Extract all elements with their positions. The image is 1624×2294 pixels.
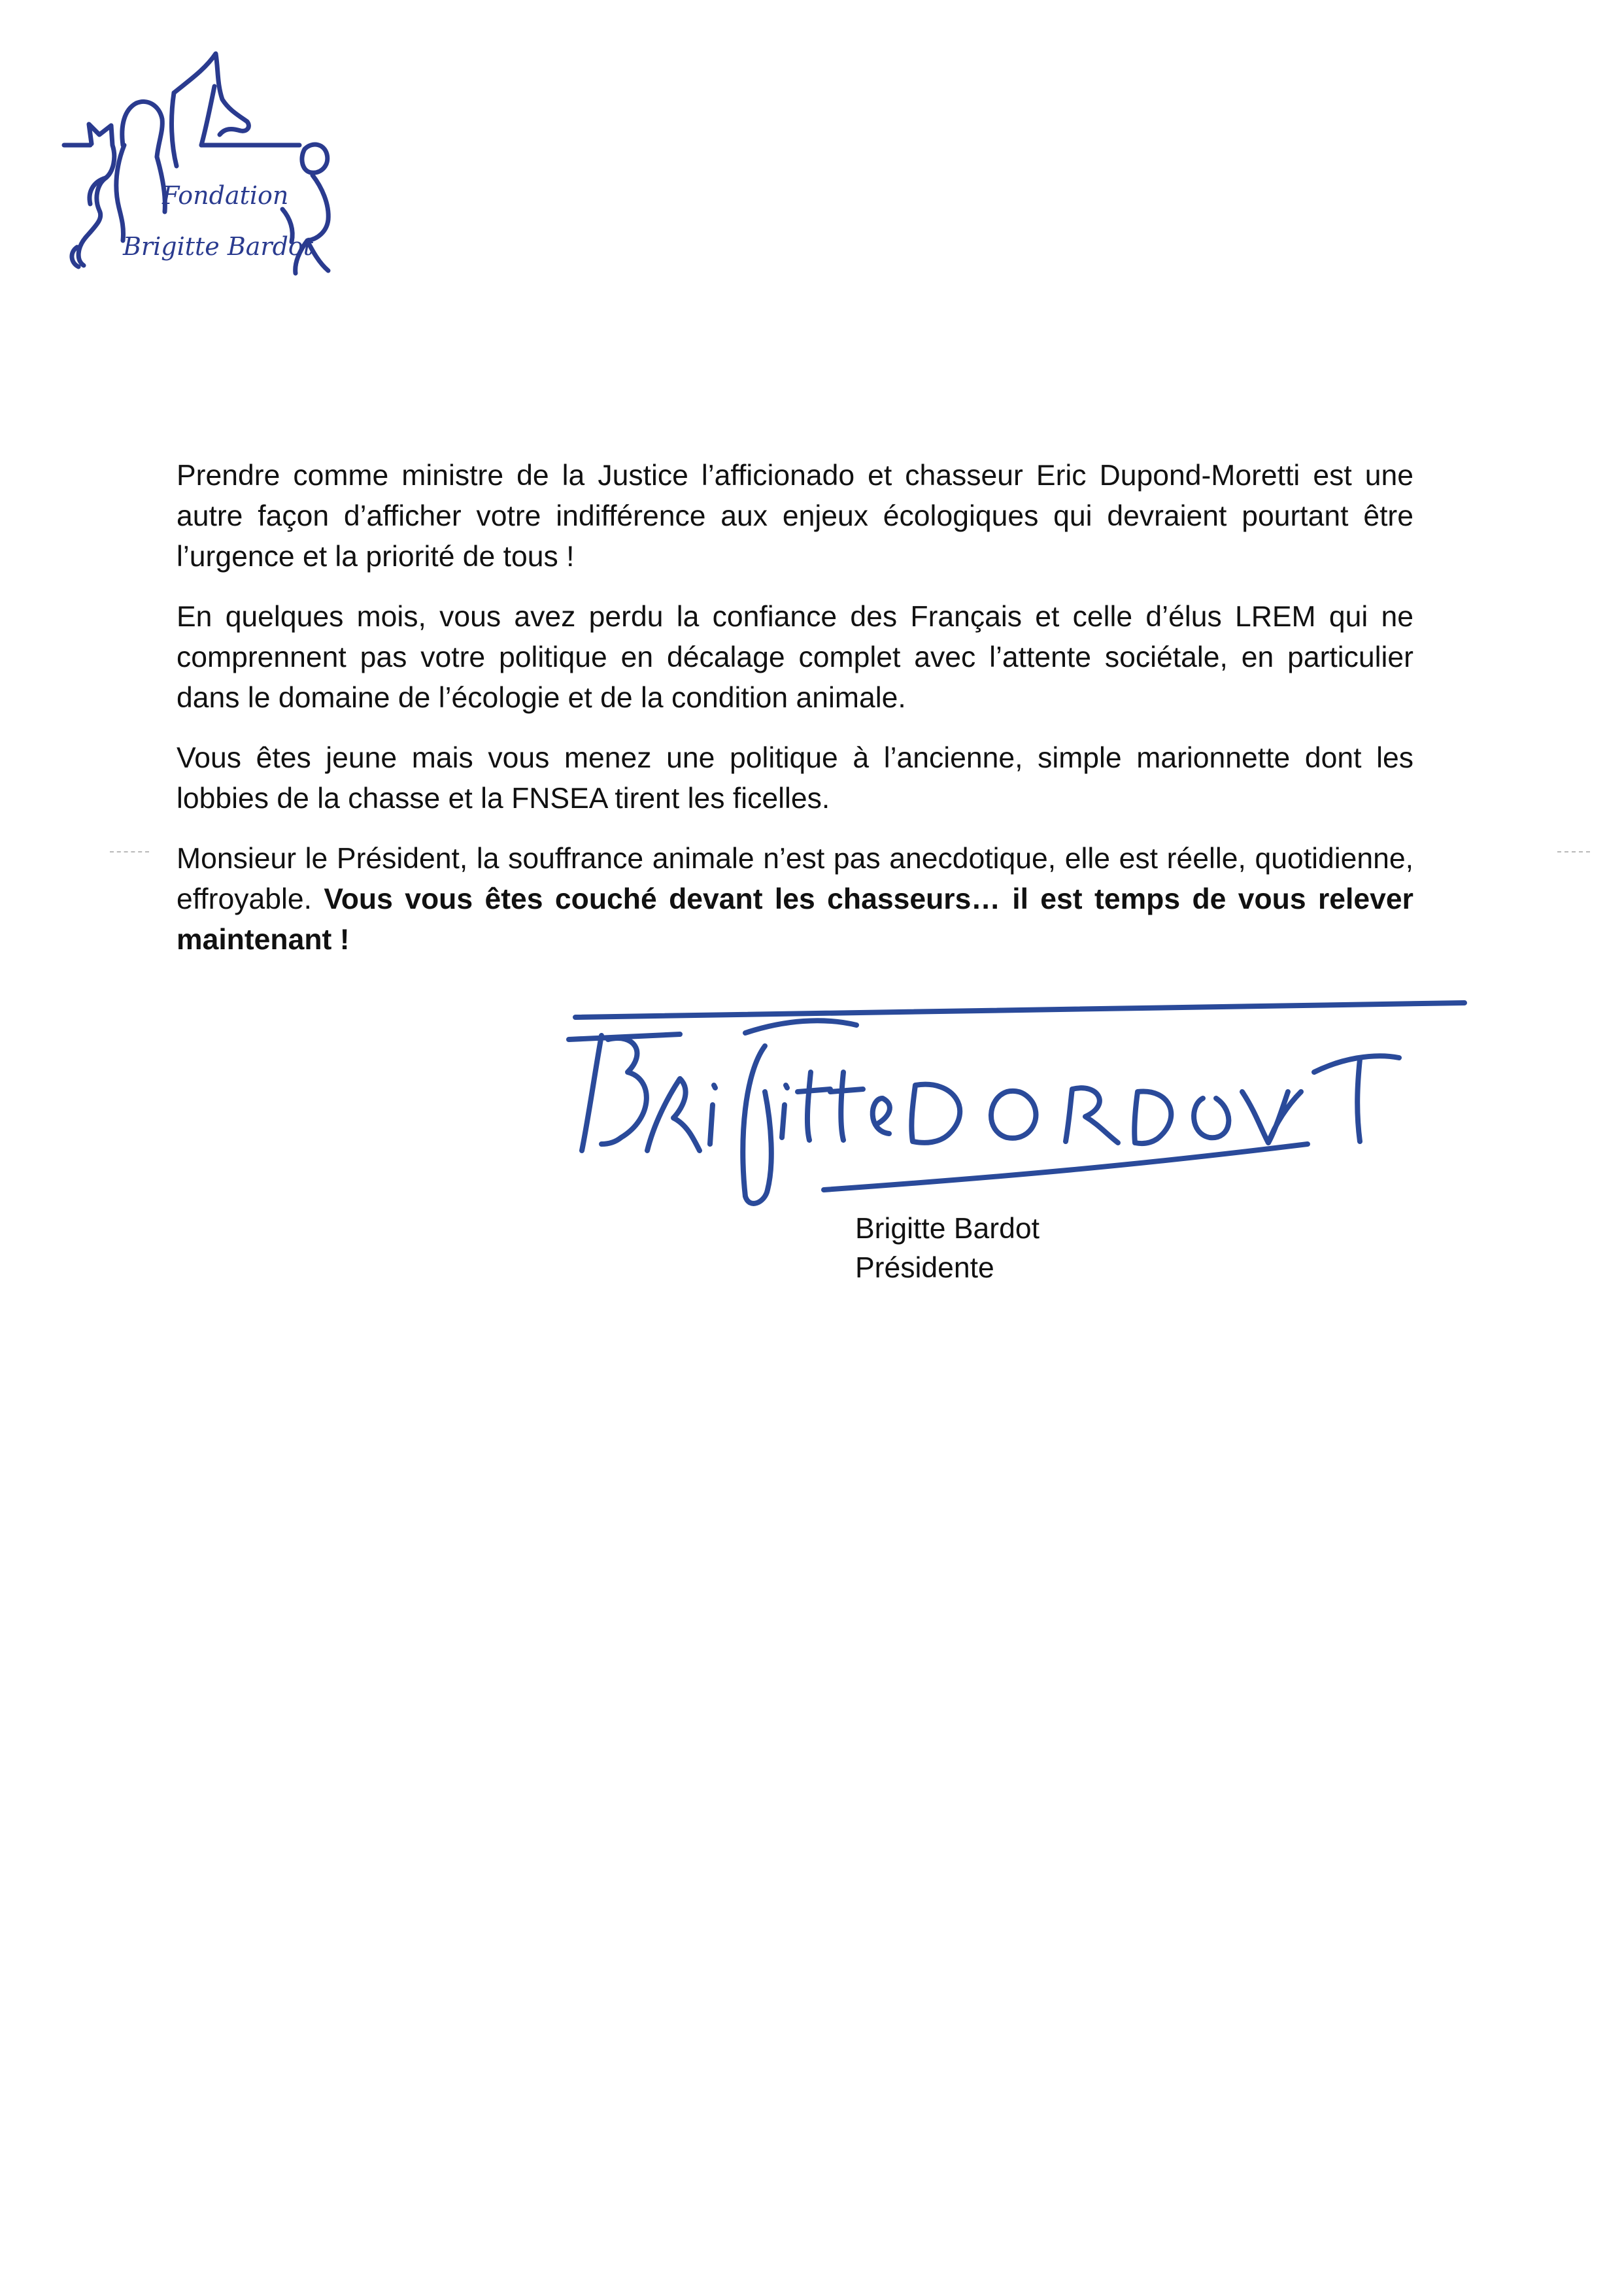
scan-artifact-left <box>110 851 149 852</box>
paragraph-1 <box>177 456 1413 577</box>
paragraph-text: Prendre comme ministre de la Justice l’afficionado et chasseur Eric Dupond-Moretti est une autre façon d’afficher votre indifférence aux enjeux écologiques qui devraient pourtant être l’urgence et la priorité de tous ! <box>177 460 1413 573</box>
foundation-logo <box>51 47 352 289</box>
paragraph-text: En quelques mois, vous avez perdu la confiance des Français et celle d’élus LREM qui ne comprennent pas votre politique en décalage complet avec l’attente sociétale, en particulier dans le domaine de l’écologie et de la condition animale. <box>177 601 1413 714</box>
paragraph-emphasis: Vous vous êtes couché devant les chasseurs… il est temps de vous relever maintenant ! <box>177 883 1413 956</box>
logo-text-name: Brigitte Bardot <box>123 232 314 261</box>
signatory-title: Présidente <box>855 1252 994 1284</box>
handwritten-signature <box>549 994 1491 1216</box>
letter-body <box>177 456 1413 980</box>
paragraph-text: Monsieur le Président, la souffrance animale n’est pas anecdotique, elle est réelle, quotidienne, effroyable. <box>177 843 1413 915</box>
logo-text-fondation: Fondation <box>162 181 289 210</box>
paragraph-2 <box>177 597 1413 718</box>
paragraph-text: Vous êtes jeune mais vous menez une politique à l’ancienne, simple marionnette dont les lobbies de la chasse et la FNSEA tirent les ficelles. <box>177 742 1413 815</box>
paragraph-4 <box>177 839 1413 960</box>
signatory-name: Brigitte Bardot <box>855 1213 1040 1245</box>
signatory-block <box>855 1209 1040 1288</box>
paragraph-3 <box>177 738 1413 819</box>
scan-artifact-right <box>1557 851 1590 852</box>
